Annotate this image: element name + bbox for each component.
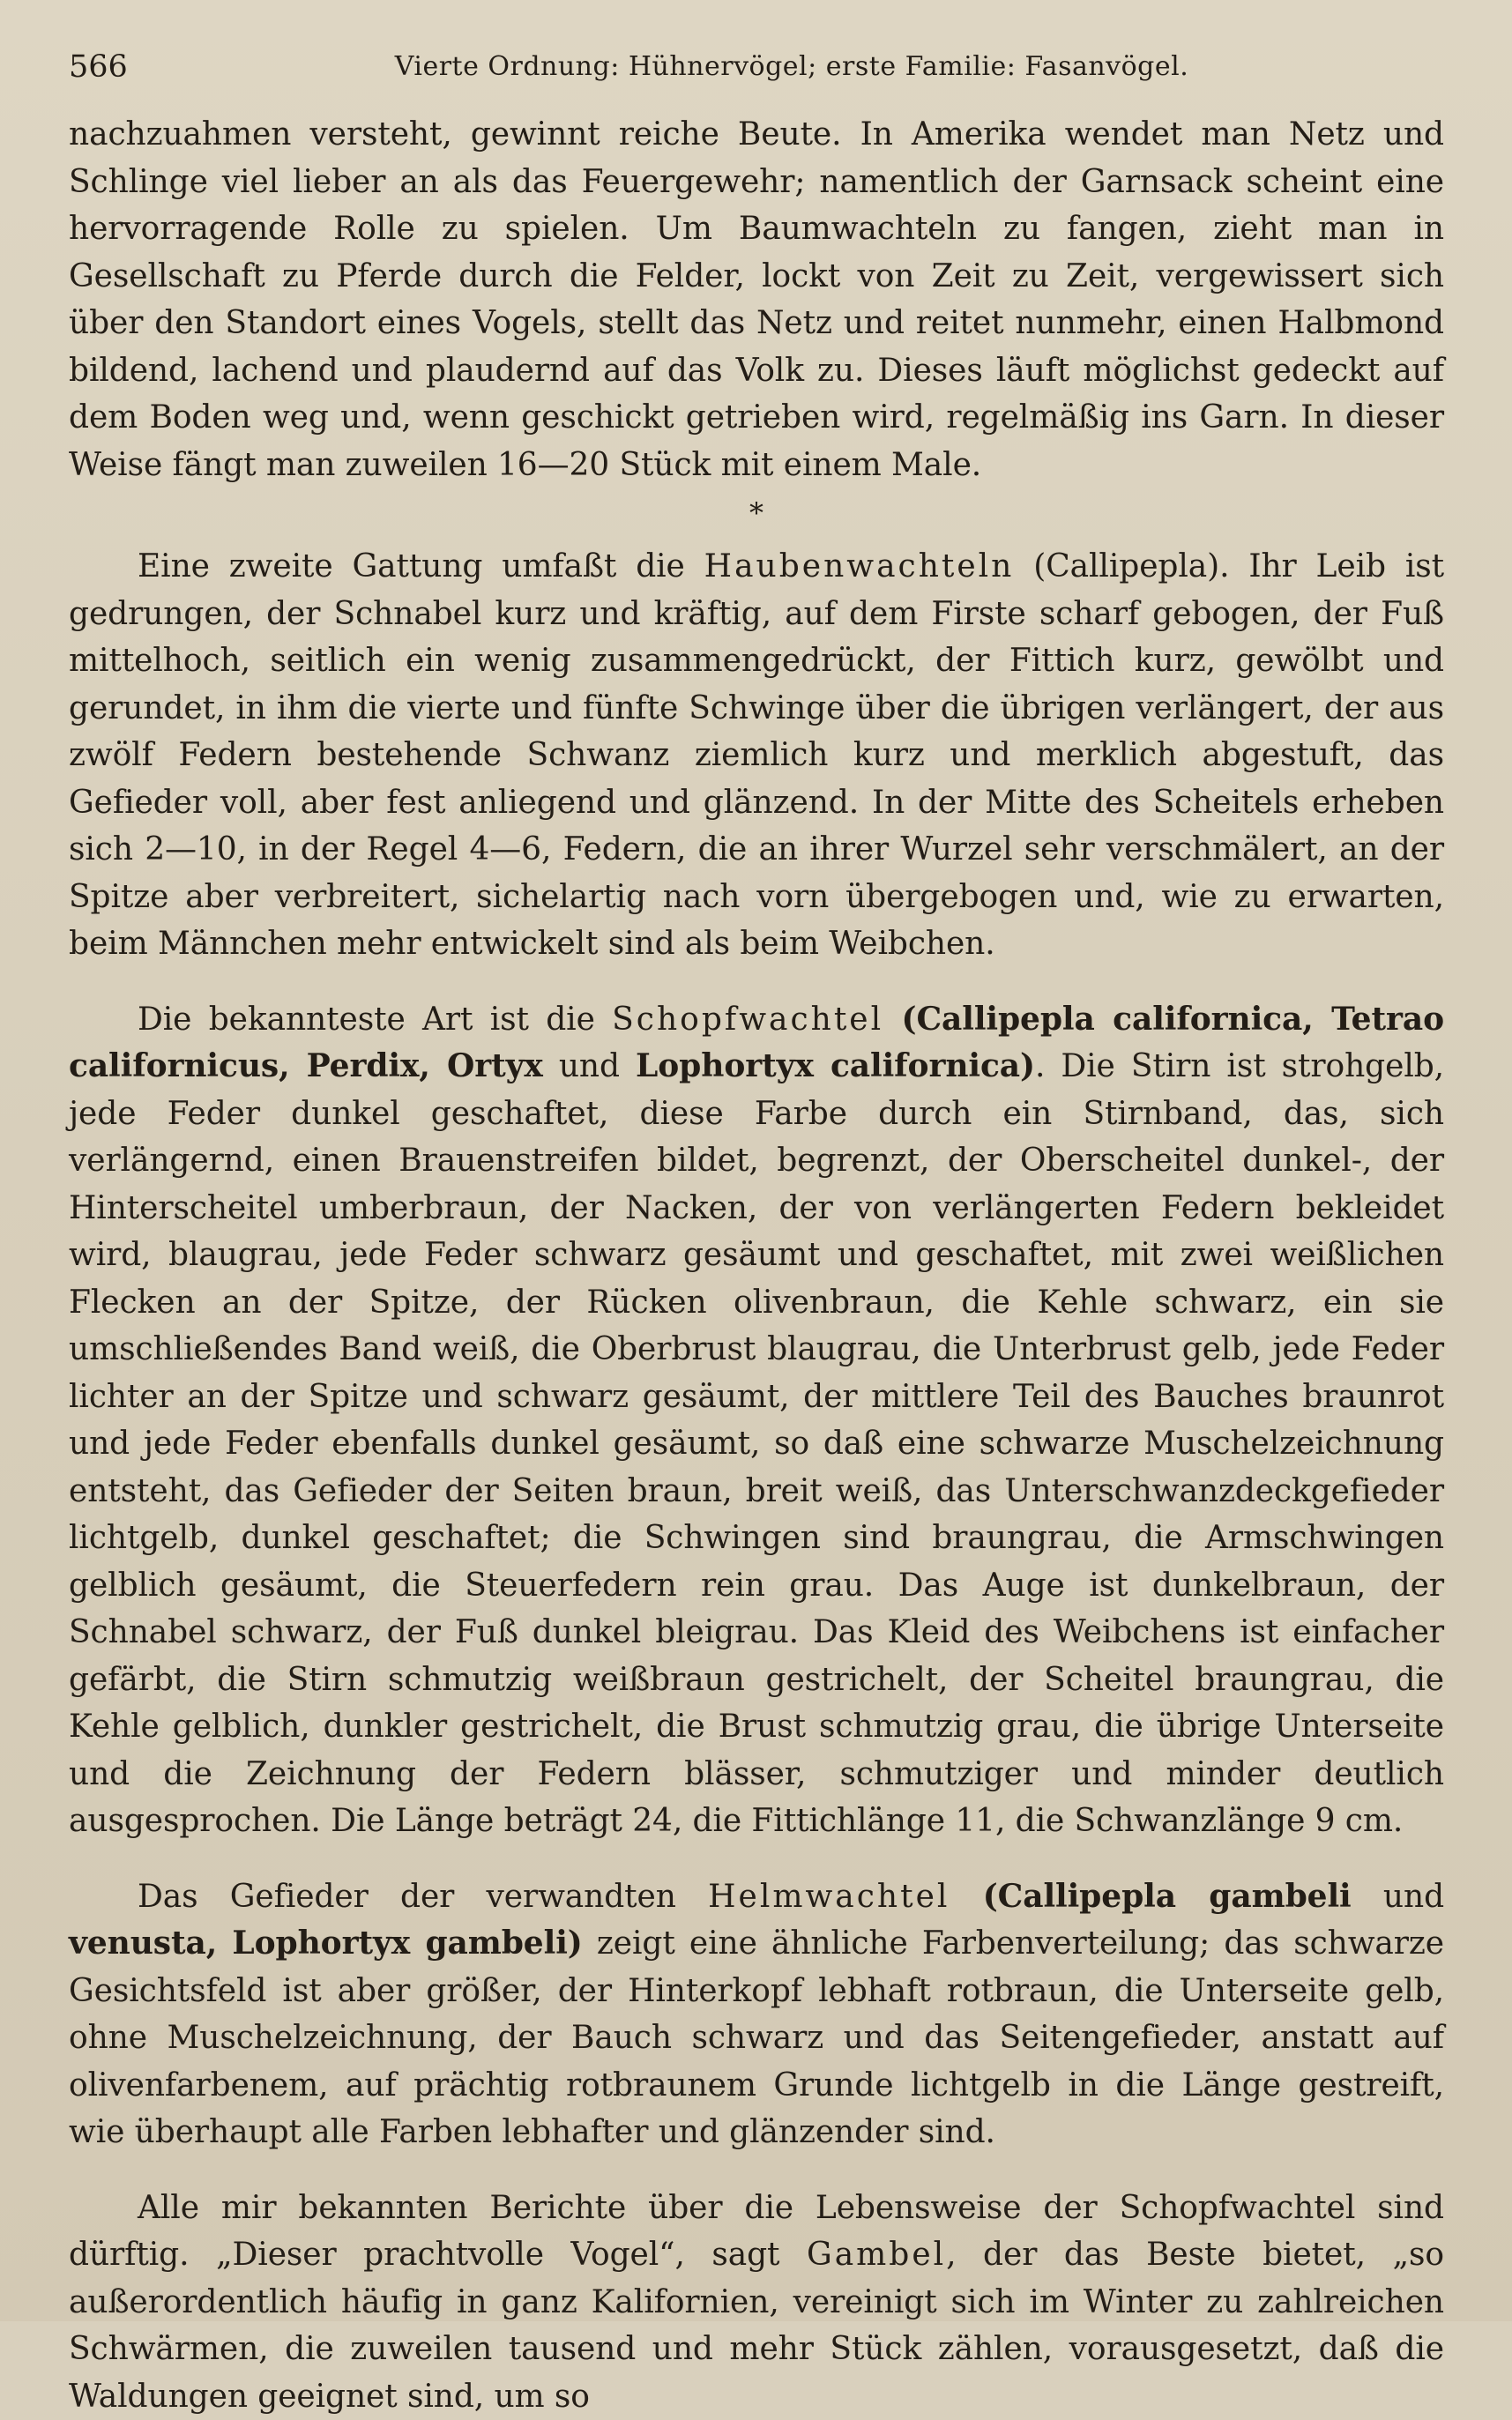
paragraph-4 [69, 1873, 1444, 2156]
latin-name-venusta: venusta, Lophortyx gambeli) [69, 1925, 583, 1962]
body-text [69, 111, 1444, 2420]
running-head: Vierte Ordnung: Hühnervögel; erste Familie: Fasanvögel. [333, 46, 1250, 88]
section-separator: * [69, 495, 1444, 531]
paragraph-2-text-a: Eine zweite Gattung umfaßt die [138, 548, 704, 585]
page-number: 566 [69, 46, 128, 88]
paragraph-2 [69, 543, 1444, 968]
paragraph-4-text-d: und [1352, 1879, 1444, 1915]
paragraph-3-text-a: Die bekannteste Art ist die [138, 1002, 612, 1038]
latin-name-lophortyx: Lophortyx californica) [636, 1047, 1035, 1084]
paragraph-4-text-f: zeigt eine ähnliche Farbenverteilung; das schwarze Gesichtsfeld ist aber größer, der Hinterkopf lebhaft rotbraun, die Unterseite gelb, ohne Muschelzeichnung, der Bauch schwarz und das Seitengefieder, anstatt auf olivenfarbenem, auf prächtig rotbraunem Grunde lichtgelb in die Länge gestreift, wie überhaupt alle Farben lebhafter und glänzender sind. [69, 1925, 1444, 2150]
genus-name-haubenwachteln: Haubenwachteln [704, 548, 1015, 585]
paragraph-2-text-c: (Callipepla). Ihr Leib ist gedrungen, der Schnabel kurz und kräftig, auf dem Firste scharf gebogen, der Fuß mittelhoch, seitlich ein wenig zusammengedrückt, der Fittich kurz, gewölbt und gerundet, in ihm die vierte und fünfte Schwinge über die übrigen verlängert, der aus zwölf Federn bestehende Schwanz ziemlich kurz und merklich abgestuft, das Gefieder voll, aber fest anliegend und glänzend. In der Mitte des Scheitels erheben sich 2—10, in der Regel 4—6, Federn, die an ihrer Wurzel sehr verschmälert, an der Spitze aber verbreitert, sichelartig nach vorn übergebogen und, wie zu erwarten, beim Männchen mehr entwickelt sind als beim Weibchen. [69, 548, 1444, 962]
paragraph-3-text-d: und [543, 1048, 636, 1084]
paragraph-3-text-f: . Die Stirn ist strohgelb, jede Feder dunkel geschaftet, diese Farbe durch ein Stirnband, das, sich verlängernd, einen Brauenstreifen bildet, begrenzt, der Oberscheitel dunkel-, der Hinterscheitel umberbraun, der Nacken, der von verlängerten Federn bekleidet wird, blaugrau, jede Feder schwarz gesäumt und geschaftet, mit zwei weißlichen Flecken an der Spitze, der Rücken olivenbraun, die Kehle schwarz, ein sie umschließendes Band weiß, die Oberbrust blaugrau, die Unterbrust gelb, jede Feder lichter an der Spitze und schwarz gesäumt, der mittlere Teil des Bauches braunrot und jede Feder ebenfalls dunkel gesäumt, so daß eine schwarze Muschelzeichnung entsteht, das Gefieder der Seiten braun, breit weiß, das Unterschwanzdeckgefieder lichtgelb, dunkel geschaftet; die Schwingen sind braungrau, die Armschwingen gelblich gesäumt, die Steuerfedern rein grau. Das Auge ist dunkelbraun, der Schnabel schwarz, der Fuß dunkel bleigrau. Das Kleid des Weibchens ist einfacher gefärbt, die Stirn schmutzig weißbraun gestrichelt, der Scheitel braungrau, die Kehle gelblich, dunkler gestrichelt, die Brust schmutzig grau, die übrige Unterseite und die Zeichnung der Federn blässer, schmutziger und minder deutlich ausgesprochen. Die Länge beträgt 24, die Fittichlänge 11, die Schwanzlänge 9 cm. [69, 1048, 1444, 1839]
page-header [69, 46, 1444, 88]
paragraph-5 [69, 2185, 1444, 2420]
paragraph-5-text-c: , der das Beste bietet, „so außerordentlich häufig in ganz Kalifornien, vereinigt sich im Winter zu zahlreichen Schwärmen, die zuweilen tausend und mehr Stück zählen, vorausgesetzt, daß die Waldungen geeignet sind, um so [69, 2237, 1444, 2415]
species-name-schopfwachtel: Schopfwachtel [612, 1002, 883, 1038]
paragraph-5-text-a: Alle mir bekannten Berichte über die Lebensweise der Schopfwachtel sind dürftig. „Dieser prachtvolle Vogel“, sagt [69, 2190, 1444, 2274]
species-name-helmwachtel: Helmwachtel [708, 1879, 950, 1915]
paragraph-3 [69, 996, 1444, 1845]
latin-name-gambeli: (Callipepla gambeli [950, 1878, 1351, 1915]
paragraph-4-text-a: Das Gefieder der verwandten [138, 1879, 708, 1915]
latin-names-schopfwachtel: (Callipepla californica, Tetrao californicus, Perdix, Ortyx [69, 1001, 1444, 1085]
paragraph-1: nachzuahmen versteht, gewinnt reiche Beute. In Amerika wendet man Netz und Schlinge viel lieber an als das Feuergewehr; namentlich der Garnsack scheint eine hervorragende Rolle zu spielen. Um Baumwachteln zu fangen, zieht man in Gesellschaft zu Pferde durch die Felder, lockt von Zeit zu Zeit, vergewissert sich über den Standort eines Vogels, stellt das Netz und reitet nunmehr, einen Halbmond bildend, lachend und plaudernd auf das Volk zu. Dieses läuft möglichst gedeckt auf dem Boden weg und, wenn geschickt getrieben wird, regelmäßig ins Garn. In dieser Weise fängt man zuweilen 16—20 Stück mit einem Male. [69, 111, 1444, 488]
author-name-gambel: Gambel [807, 2237, 946, 2273]
